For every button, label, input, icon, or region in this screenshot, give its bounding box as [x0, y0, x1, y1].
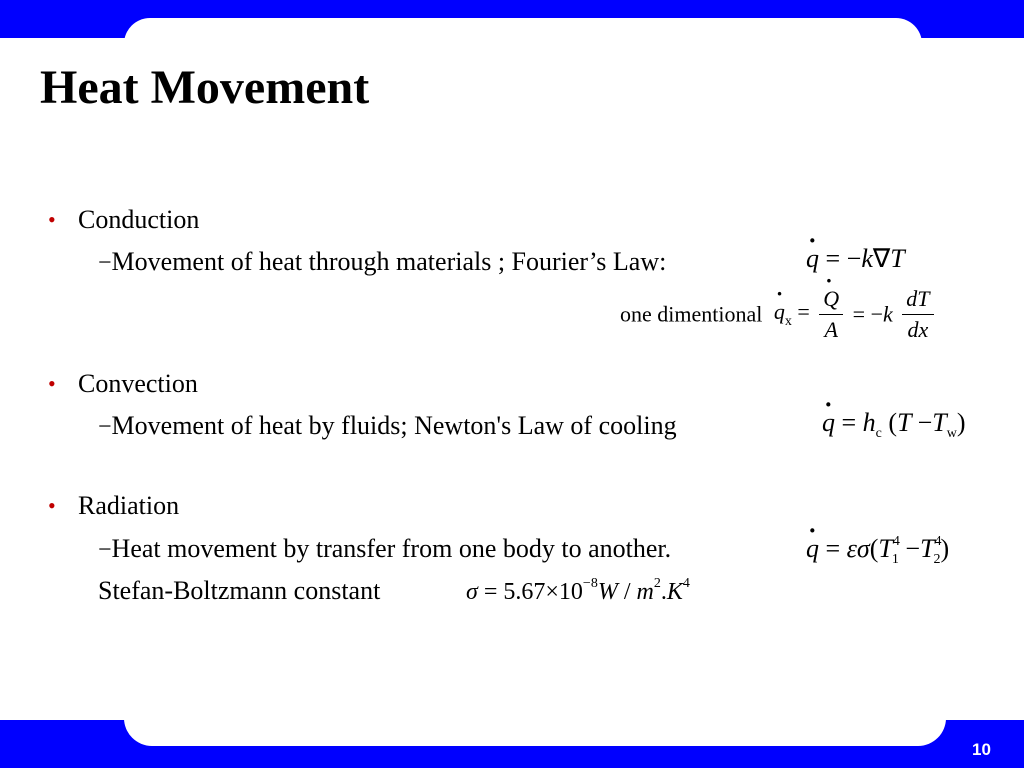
radiation-text: Heat movement by transfer from one body to another.: [111, 534, 672, 563]
conduction-heading: Conduction: [78, 205, 200, 234]
top-right-fill: [900, 38, 1024, 78]
convection-subitem: −Movement of heat by fluids; Newton's Law of cooling: [98, 411, 677, 440]
conduction-text: Movement of heat through materials ; Fourier’s Law:: [111, 247, 667, 276]
stefan-boltzmann-law-equation: · $q = \varepsilon\sigma(T^4_1 -T^4_2)$: [806, 534, 949, 568]
slide-title: Heat Movement: [40, 61, 370, 114]
bottom-tab: [124, 690, 946, 746]
top-left-fill: [0, 38, 140, 58]
one-dimensional-equation: one dimentional · $q_x$ = · $\frac{Q}{A}$ = −k $\frac{dT}{dx}$: [620, 286, 938, 343]
newton-cooling-equation: · $q = h_c$ $(T -T_w)$: [822, 408, 966, 442]
convection-heading: Convection: [78, 369, 198, 398]
bullet-convection: [48, 369, 198, 399]
stefan-boltzmann-constant-equation: $\sigma = 5.67\times 10^{-8}W / m^2.K^4$: [466, 576, 690, 605]
convection-text: Movement of heat by fluids; Newton's Law of cooling: [111, 411, 677, 440]
fourier-law-equation: · q = −k∇T: [806, 244, 905, 274]
stefan-boltzmann-label: Stefan-Boltzmann constant: [98, 576, 381, 605]
bullet-conduction: [48, 205, 199, 235]
conduction-subitem: −Movement of heat through materials ; Fourier’s Law:: [98, 247, 667, 276]
bullet-dot: •: [48, 371, 56, 396]
bullet-dot: •: [48, 207, 56, 232]
one-dim-label: one dimentional: [620, 301, 763, 327]
bullet-radiation: [48, 491, 179, 521]
bullet-dot: •: [48, 493, 56, 518]
radiation-subitem: −Heat movement by transfer from one body to another.: [98, 534, 672, 563]
page-number: 10: [972, 740, 991, 759]
radiation-heading: Radiation: [78, 491, 180, 520]
